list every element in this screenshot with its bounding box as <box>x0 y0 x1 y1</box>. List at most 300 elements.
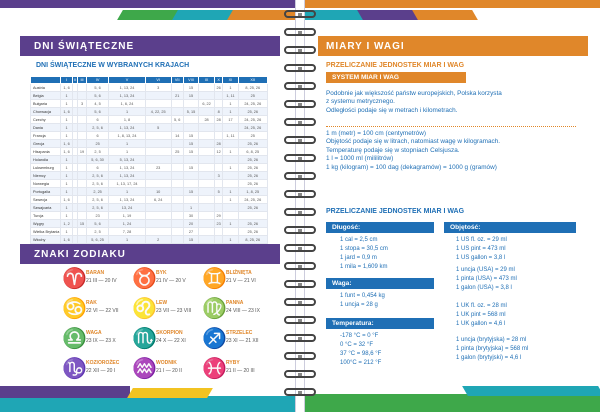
zodiac-dates: 21 II — 20 III <box>226 368 255 374</box>
table-cell <box>78 92 87 100</box>
table-cell <box>78 116 87 124</box>
table-cell <box>223 124 238 132</box>
table-cell: 1, 2 <box>61 220 73 228</box>
table-cell: 15 <box>78 220 87 228</box>
table-cell: 6 <box>86 132 108 140</box>
table-cell: 25, 26 <box>238 108 267 116</box>
table-cell <box>171 108 183 116</box>
table-body <box>31 84 268 244</box>
table-cell: 6, 8, 25 <box>238 148 267 156</box>
dotted-separator <box>326 126 576 127</box>
table-header-row <box>31 77 268 84</box>
table-cell: 1 <box>61 164 73 172</box>
zodiac-sign <box>202 296 280 328</box>
table-cell <box>78 228 87 236</box>
table-cell: 13, 24 <box>109 204 145 212</box>
table-cell: 1, 8, 13, 24 <box>109 132 145 140</box>
table-cell: 28 <box>214 140 223 148</box>
left-page <box>0 0 296 412</box>
table-cell: 21 <box>171 92 183 100</box>
zodiac-name: SKORPION <box>156 330 183 336</box>
table-cell: 1, 6 <box>61 148 73 156</box>
table-cell: 7, 28 <box>109 228 145 236</box>
table-cell <box>214 204 223 212</box>
table-row <box>31 140 268 148</box>
table-cell: 4, 5 <box>86 100 108 108</box>
spiral-ring <box>284 388 316 396</box>
length-label: Długość: <box>326 222 434 233</box>
table-cell <box>214 132 223 140</box>
table-cell: 5, 6 <box>171 116 183 124</box>
spiral-ring <box>284 280 316 288</box>
table-cell <box>214 92 223 100</box>
table-row <box>31 204 268 212</box>
text-line: 1 UK gallon = 4,6 l <box>456 321 506 327</box>
table-cell <box>183 116 199 124</box>
column-header: X <box>214 77 223 84</box>
zodiac-symbol-icon: ♍ <box>202 298 227 320</box>
table-cell <box>171 172 183 180</box>
table-cell <box>183 156 199 164</box>
text-line: 37 °C = 98,6 °F <box>340 351 382 357</box>
table-cell: 5, 6, 30 <box>86 156 108 164</box>
spiral-ring <box>284 28 316 36</box>
volume-uk-list <box>456 302 507 329</box>
table-cell: 1, 6 <box>61 84 73 92</box>
column-header: III <box>78 77 87 84</box>
table-cell: 1, 8 <box>109 116 145 124</box>
table-cell: 5, 13, 24 <box>109 156 145 164</box>
table-cell <box>171 156 183 164</box>
table-cell <box>223 156 238 164</box>
table-cell <box>78 164 87 172</box>
zodiac-dates: 21 III — 20 IV <box>86 278 117 284</box>
text-line: -178 °C = 0 °F <box>340 333 379 339</box>
table-cell <box>171 196 183 204</box>
spiral-ring <box>284 172 316 180</box>
table-cell <box>171 220 183 228</box>
table-cell: 15 <box>183 84 199 92</box>
table-cell <box>171 180 183 188</box>
table-cell <box>78 140 87 148</box>
table-cell: 1 <box>223 196 238 204</box>
text-line: Podobnie jak większość państw europejskich, Polska korzysta <box>326 90 502 97</box>
table-row <box>31 212 268 220</box>
holidays-subtitle: DNI ŚWIĄTECZNE W WYBRANYCH KRAJACH <box>36 62 190 69</box>
table-cell: 1 <box>61 212 73 220</box>
table-cell: 1, 11 <box>223 92 238 100</box>
table-cell <box>171 164 183 172</box>
column-header: I <box>61 77 73 84</box>
table-cell: 1 <box>61 172 73 180</box>
country-name: Chorwacja <box>31 108 61 116</box>
text-line: 1 US fl. oz. = 29 ml <box>456 237 507 243</box>
holidays-header: DNI ŚWIĄTECZNE <box>20 36 280 56</box>
zodiac-header: ZNAKI ZODIAKU <box>20 244 280 264</box>
zodiac-sign <box>202 356 280 388</box>
table-cell <box>214 124 223 132</box>
table-cell: 25, 26 <box>238 228 267 236</box>
table-cell: 1 <box>61 100 73 108</box>
table-cell <box>145 140 171 148</box>
table-cell: 5, 6 <box>86 220 108 228</box>
table-row <box>31 188 268 196</box>
zodiac-symbol-icon: ♊ <box>202 268 227 290</box>
table-cell: 1 <box>61 180 73 188</box>
table-cell: 15 <box>183 92 199 100</box>
table-cell <box>171 212 183 220</box>
text-line: 1 cal = 2,5 cm <box>340 237 378 243</box>
zodiac-name: BARAN <box>86 270 105 276</box>
table-cell: 1 <box>61 204 73 212</box>
table-cell <box>199 164 215 172</box>
table-cell <box>223 180 238 188</box>
table-cell <box>183 180 199 188</box>
country-name: Niemcy <box>31 172 61 180</box>
temp-label: Temperatura: <box>326 318 434 329</box>
table-cell <box>199 140 215 148</box>
table-cell <box>199 220 215 228</box>
table-cell <box>214 156 223 164</box>
zodiac-sign <box>202 326 280 358</box>
table-cell <box>78 236 87 244</box>
temp-list <box>340 332 381 368</box>
table-row <box>31 220 268 228</box>
column-header: II <box>74 78 77 82</box>
spiral-ring <box>284 82 316 90</box>
table-cell: 25 <box>238 132 267 140</box>
table-cell: 1 <box>223 100 238 108</box>
table-cell: 26 <box>214 84 223 92</box>
holidays-table <box>30 76 268 244</box>
spiral-ring <box>284 226 316 234</box>
table-cell: 1 <box>61 188 73 196</box>
spiral-ring <box>284 118 316 126</box>
volume-usa-list <box>456 266 517 293</box>
zodiac-dates: 23 XI — 21 XII <box>226 338 259 344</box>
table-cell: 1 <box>109 108 145 116</box>
table-cell: 23 <box>86 212 108 220</box>
table-cell: 23 <box>145 164 171 172</box>
table-cell: 23 <box>214 220 223 228</box>
table-cell <box>183 172 199 180</box>
table-cell <box>171 140 183 148</box>
zodiac-name: BLIŹNIĘTA <box>226 270 252 276</box>
table-cell: 5, 6 <box>86 84 108 92</box>
table-cell <box>171 84 183 92</box>
table-row <box>31 156 268 164</box>
table-row <box>31 236 268 244</box>
table-cell: 1 <box>61 132 73 140</box>
zodiac-symbol-icon: ♋ <box>62 298 87 320</box>
text-line: 1 pinta (brytyjska) = 568 ml <box>456 346 529 352</box>
table-cell: 10 <box>145 188 171 196</box>
table-cell <box>199 124 215 132</box>
table-cell: 4, 22, 25 <box>145 108 171 116</box>
zodiac-sign <box>202 266 280 298</box>
column-header: VII <box>171 77 183 84</box>
table-cell: 5 <box>214 188 223 196</box>
column-header: XI <box>223 77 238 84</box>
zodiac-name: WODNIK <box>156 360 177 366</box>
table-cell: 1 <box>109 148 145 156</box>
table-cell <box>199 228 215 236</box>
text-line: 100°C = 212 °F <box>340 360 382 366</box>
spiral-ring <box>284 370 316 378</box>
table-cell: 25, 26 <box>238 140 267 148</box>
zodiac-dates: 21 IV — 20 V <box>156 278 186 284</box>
table-cell <box>183 100 199 108</box>
text-line: z systemu metrycznego. <box>326 98 395 106</box>
table-cell: 1, 13, 24 <box>109 84 145 92</box>
zodiac-name: PANNA <box>226 300 244 306</box>
measures-subheader: PRZELICZANIE JEDNOSTEK MIAR I WAG <box>326 62 465 69</box>
table-cell <box>238 212 267 220</box>
table-cell: 1, 6 <box>61 108 73 116</box>
table-cell: 1, 19 <box>109 212 145 220</box>
table-row <box>31 100 268 108</box>
table-cell <box>199 196 215 204</box>
table-cell: 1, 13, 24 <box>109 196 145 204</box>
bottom-band-teal-r <box>462 386 600 396</box>
table-cell: 3 <box>214 172 223 180</box>
table-cell: 27 <box>183 228 199 236</box>
table-cell: 1 <box>61 156 73 164</box>
intro-text <box>326 90 502 115</box>
table-cell: 17 <box>223 116 238 124</box>
zodiac-sign <box>62 296 140 328</box>
bottom-band-yellow <box>127 388 213 398</box>
table-cell <box>199 212 215 220</box>
spiral-ring <box>284 64 316 72</box>
table-cell <box>78 196 87 204</box>
top-band-orange-r <box>412 10 478 20</box>
table-cell: 8, 25, 26 <box>238 84 267 92</box>
text-line: 1 jard = 0,9 m <box>340 255 377 261</box>
table-cell: 5, 6, 25 <box>86 236 108 244</box>
zodiac-symbol-icon: ♑ <box>62 358 87 380</box>
table-cell: 28 <box>199 116 215 124</box>
table-cell <box>199 236 215 244</box>
table-cell: 1 <box>223 220 238 228</box>
table-cell <box>145 92 171 100</box>
table-cell: 1 <box>223 148 238 156</box>
text-line: 1 UK pint = 568 ml <box>456 312 506 318</box>
table-cell: 28 <box>214 116 223 124</box>
table-cell: 2 <box>145 236 171 244</box>
country-name: Holandia <box>31 156 61 164</box>
zodiac-symbol-icon: ♎ <box>62 328 87 350</box>
table-cell <box>214 196 223 204</box>
text-line: 1 mila = 1,609 km <box>340 264 388 270</box>
table-cell: 8, 25, 26 <box>238 236 267 244</box>
table-cell <box>199 132 215 140</box>
zodiac-dates: 23 IX — 23 X <box>86 338 116 344</box>
table-row <box>31 228 268 236</box>
measures-header: MIARY I WAGI <box>318 36 588 56</box>
table-cell: 24, 25, 26 <box>238 124 267 132</box>
table-cell <box>214 164 223 172</box>
table-row <box>31 84 268 92</box>
table-cell: 2, 5 <box>86 228 108 236</box>
country-name: Wielka Brytania <box>31 228 61 236</box>
table-cell <box>199 84 215 92</box>
table-cell: 1 <box>61 116 73 124</box>
table-cell <box>183 196 199 204</box>
text-line: 1 galon (USA) = 3,8 l <box>456 285 512 291</box>
table-cell: 25, 26 <box>238 204 267 212</box>
zodiac-dates: 22 VI — 22 VII <box>86 308 119 314</box>
table-row <box>31 164 268 172</box>
table-cell: 3 <box>145 84 171 92</box>
text-line: 1 US pint = 473 ml <box>456 246 506 252</box>
table-cell: 6 <box>86 116 108 124</box>
table-cell <box>183 124 199 132</box>
zodiac-name: KOZIOROŻEC <box>86 360 120 366</box>
table-cell <box>78 108 87 116</box>
table-cell: 25, 26 <box>238 156 267 164</box>
text-line: Temperaturę podaje się w stopniach Celsjusza. <box>326 146 460 154</box>
table-cell: 1, 8, 25 <box>238 188 267 196</box>
table-cell <box>78 212 87 220</box>
table-cell: 15 <box>183 236 199 244</box>
table-cell: 24, 25, 26 <box>238 196 267 204</box>
table-cell <box>78 124 87 132</box>
table-cell <box>214 100 223 108</box>
spiral-ring <box>284 352 316 360</box>
zodiac-sign <box>132 326 210 358</box>
table-cell <box>78 204 87 212</box>
table-cell: 1 <box>61 92 73 100</box>
country-name: Turcja <box>31 212 61 220</box>
table-cell <box>199 156 215 164</box>
country-name: Włochy <box>31 236 61 244</box>
table-cell <box>145 220 171 228</box>
text-line: Objętość podaje się w litrach, natomiast wagę w kilogramach. <box>326 138 501 146</box>
table-cell <box>78 188 87 196</box>
zodiac-symbol-icon: ♐ <box>202 328 227 350</box>
table-cell <box>223 140 238 148</box>
spiral-ring <box>284 100 316 108</box>
table-cell: 2, 25 <box>86 188 108 196</box>
top-band-orange-full <box>305 0 600 8</box>
table-cell <box>199 148 215 156</box>
column-header: VI <box>145 77 171 84</box>
spiral-ring <box>284 136 316 144</box>
column-header <box>31 77 61 84</box>
table-cell: 1 <box>183 204 199 212</box>
table-cell <box>171 228 183 236</box>
table-cell: 25, 26 <box>238 172 267 180</box>
metric-text <box>326 130 500 172</box>
weight-label: Waga: <box>326 278 434 289</box>
zodiac-symbol-icon: ♉ <box>132 268 157 290</box>
table-row <box>31 180 268 188</box>
table-cell: 2, 5, 6 <box>86 180 108 188</box>
table-cell <box>214 180 223 188</box>
zodiac-sign <box>132 296 210 328</box>
zodiac-name: STRZELEC <box>226 330 253 336</box>
text-line: 1 UK fl. oz. = 28 ml <box>456 303 507 309</box>
zodiac-sign <box>62 266 140 298</box>
table-cell <box>199 108 215 116</box>
table-cell <box>145 204 171 212</box>
zodiac-sign <box>62 326 140 358</box>
table-cell: 5, 6 <box>86 92 108 100</box>
table-cell <box>171 124 183 132</box>
zodiac-dates: 21 V — 21 VI <box>226 278 256 284</box>
table-cell: 8 <box>214 108 223 116</box>
table-cell: 6 <box>86 164 108 172</box>
country-name: Portugalia <box>31 188 61 196</box>
spiral-ring <box>284 46 316 54</box>
spiral-ring <box>284 208 316 216</box>
bottom-band-green <box>305 394 600 412</box>
table-cell <box>78 172 87 180</box>
volume-us-list <box>456 236 507 263</box>
column-header: V <box>109 77 145 84</box>
country-name: Belgia <box>31 92 61 100</box>
table-cell <box>145 156 171 164</box>
country-name: Szwajcaria <box>31 204 61 212</box>
zodiac-dates: 24 VIII — 23 IX <box>226 308 260 314</box>
table-cell: 1, 13, 24 <box>109 172 145 180</box>
table-cell: 2, 5, 6 <box>86 124 108 132</box>
table-cell <box>214 236 223 244</box>
country-name: Szwecja <box>31 196 61 204</box>
table-cell: 1 <box>223 164 238 172</box>
table-cell: 15 <box>183 140 199 148</box>
zodiac-dates: 24 X — 22 XI <box>156 338 186 344</box>
table-cell: 25 <box>86 140 108 148</box>
country-name: Luksemburg <box>31 164 61 172</box>
table-row <box>31 124 268 132</box>
table-cell: 1 <box>223 108 238 116</box>
spiral-ring <box>284 190 316 198</box>
table-cell: 1, 13, 24 <box>109 124 145 132</box>
table-cell: 25 <box>238 92 267 100</box>
table-row <box>31 132 268 140</box>
table-cell: 1, 6, 24 <box>109 100 145 108</box>
table-cell: 1, 6 <box>61 196 73 204</box>
table-cell <box>145 180 171 188</box>
table-cell <box>145 172 171 180</box>
zodiac-sign <box>132 356 210 388</box>
table-cell: 1 <box>223 236 238 244</box>
table-cell: 25 <box>171 148 183 156</box>
zodiac-symbol-icon: ♓ <box>202 358 227 380</box>
table-cell <box>223 228 238 236</box>
column-header: VIII <box>183 77 199 84</box>
country-name: Francja <box>31 132 61 140</box>
spiral-ring <box>284 10 316 18</box>
table-cell <box>78 132 87 140</box>
table-cell: 15 <box>183 188 199 196</box>
table-cell: 25, 26 <box>238 164 267 172</box>
spiral-ring <box>284 334 316 342</box>
table-cell: 3 <box>78 100 87 108</box>
table-cell: 1, 11 <box>223 132 238 140</box>
spiral-ring <box>284 298 316 306</box>
table-cell: 6, 22 <box>199 100 215 108</box>
table-cell: 12 <box>214 148 223 156</box>
table-cell: 24, 25, 26 <box>238 100 267 108</box>
zodiac-dates: 21 I — 20 II <box>156 368 182 374</box>
table-cell <box>199 204 215 212</box>
zodiac-sign <box>132 266 210 298</box>
column-header: IX <box>199 77 215 84</box>
table-cell: 15 <box>183 164 199 172</box>
